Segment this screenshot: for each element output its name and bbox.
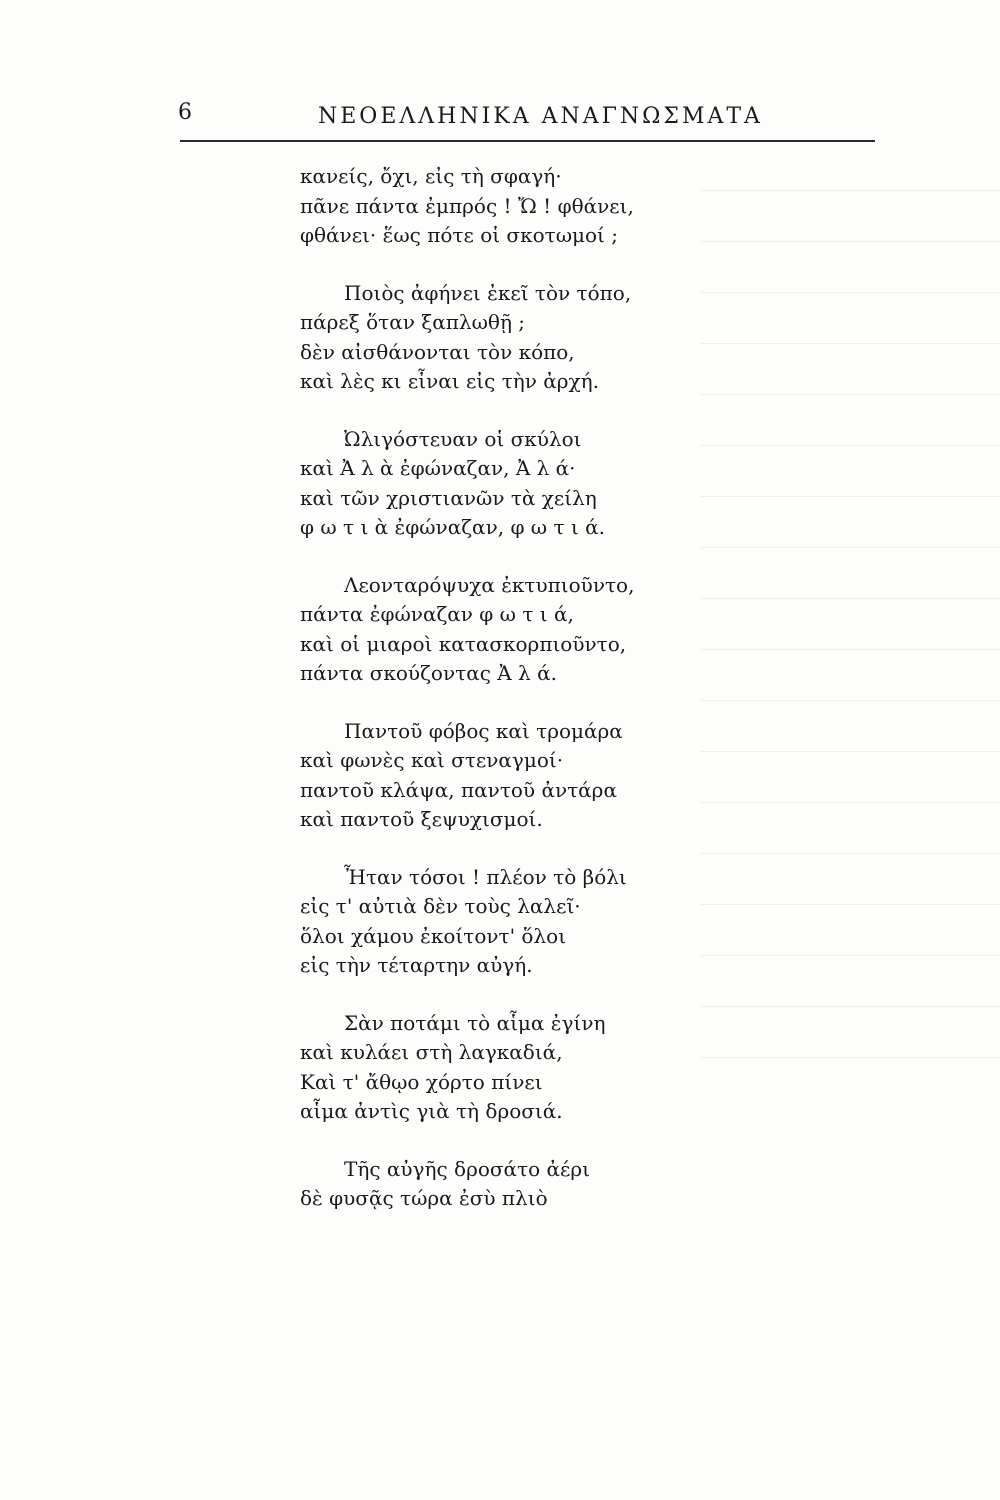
poem-line: Σὰν ποτάμι τὸ αἷμα ἐγίνη [344,1010,606,1035]
poem-line: Τῆς αὐγῆς δροσάτο ἀέρι [344,1156,590,1181]
stanza [300,1009,760,1127]
poem-line: καὶ τῶν χριστιανῶν τὰ χείλη [300,485,597,510]
poem [300,162,760,1242]
poem-line: Ποιὸς ἀφήνει ἐκεῖ τὸν τόπο, [344,280,632,305]
poem-line: παντοῦ κλάψα, παντοῦ ἀντάρα [300,777,617,802]
poem-line: δὲν αἰσθάνονται τὸν κόπο, [300,339,575,364]
poem-line: πάντα ἐφώναζαν φ ω τ ι ά, [300,602,574,626]
stanza [300,1155,760,1214]
stanza [300,425,760,543]
poem-line: Παντοῦ φόβος καὶ τρομάρα [344,718,623,743]
poem-line: αἷμα ἀντὶς γιὰ τὴ δροσιά. [300,1099,563,1123]
poem-line: καὶ φωνὲς καὶ στεναγμοί· [300,748,564,772]
poem-line: καὶ κυλάει στὴ λαγκαδιά, [300,1040,563,1064]
poem-line: εἰς τὴν τέταρτην αὐγή. [300,953,533,977]
poem-line: καὶ λὲς κι εἶναι εἰς τὴν ἀρχή. [300,369,599,393]
page-number: 6 [178,100,192,125]
poem-line: εἰς τ' αὐτιὰ δὲν τοὺς λαλεῖ· [300,894,581,918]
running-title: ΝΕΟΕΛΛΗΝΙΚΑ ΑΝΑΓΝΩΣΜΑΤΑ [318,104,763,129]
poem-line: Ὠλιγόστευαν οἱ σκύλοι [344,426,582,451]
stanza [300,162,760,251]
header-rule [180,140,875,142]
poem-line: πάντα σκούζοντας Ἀ λ ά. [300,661,557,685]
poem-line: φ ω τ ι ὰ ἐφώναζαν, φ ω τ ι ά. [300,515,605,539]
poem-line: Λεονταρόψυχα ἐκτυπιοῦντο, [344,572,635,597]
stanza [300,279,760,397]
poem-line: ὅλοι χάμου ἐκοίτοντ' ὅλοι [300,923,567,948]
poem-line: Ἦταν τόσοι ! πλέον τὸ βόλι [344,864,627,889]
poem-line: πᾶνε πάντα ἐμπρός ! Ὤ ! φθάνει, [300,193,634,218]
poem-line: δὲ φυσᾷς τώρα ἐσὺ πλιὸ [300,1186,548,1210]
stanza [300,717,760,835]
poem-line: πάρεξ ὅταν ξαπλωθῇ ; [300,310,526,334]
stanza [300,863,760,981]
poem-line: Καὶ τ' ἄθῳο χόρτο πίνει [300,1069,543,1094]
stanza [300,571,760,689]
poem-line: καὶ οἱ μιαροὶ κατασκορπιοῦντο, [300,631,627,656]
poem-line: κανείς, ὄχι, εἰς τὴ σφαγή· [300,164,562,188]
page-header [178,100,878,140]
poem-line: καὶ Ἀ λ ὰ ἐφώναζαν, Ἀ λ ά· [300,456,576,480]
poem-line: φθάνει· ἕως πότε οἱ σκοτωμοί ; [300,223,618,247]
poem-line: καὶ παντοῦ ξεψυχισμοί. [300,807,543,831]
